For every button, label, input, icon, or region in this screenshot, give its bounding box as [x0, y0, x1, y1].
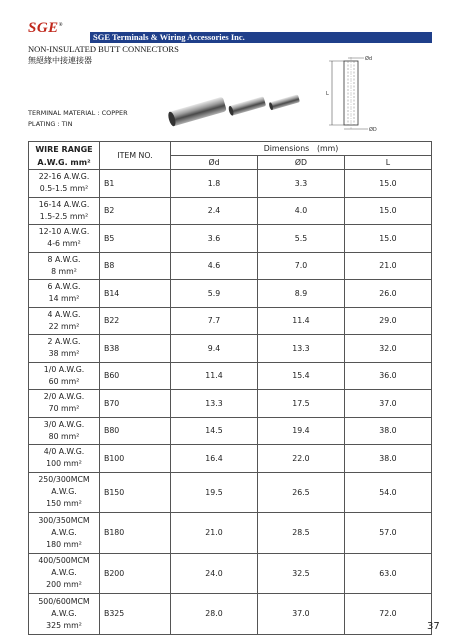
dim-D-cell: 22.0	[257, 445, 344, 473]
dim-L-cell: 26.0	[344, 280, 431, 308]
table-row	[29, 417, 432, 445]
wire-range-line: 4/0 A.W.G.	[43, 447, 85, 457]
dimension-drawing	[318, 55, 418, 135]
drawing-label-od: ØD	[369, 127, 377, 133]
logo-text: SGE	[28, 20, 59, 36]
dim-L-cell: 57.0	[344, 513, 431, 554]
wire-range-line: 300/350MCM	[38, 515, 90, 525]
dim-L-cell: 63.0	[344, 553, 431, 594]
wire-range-line: 200 mm²	[46, 580, 82, 590]
wire-range-line: 400/500MCM	[38, 556, 90, 566]
wire-range-line: A.W.G.	[51, 608, 77, 618]
dim-d-cell: 21.0	[171, 513, 258, 554]
wire-range-line: 150 mm²	[46, 499, 82, 509]
item-no-cell: B2	[100, 197, 171, 225]
dim-d-cell: 24.0	[171, 553, 258, 594]
wire-range-line: 38 mm²	[48, 349, 80, 359]
dim-L-cell: 37.0	[344, 390, 431, 418]
dim-D-cell: 11.4	[257, 307, 344, 335]
wire-range-line: A.W.G.	[51, 487, 77, 497]
drawing-label-id: Ød	[365, 56, 373, 62]
table-row	[29, 280, 432, 308]
wire-range-line: 16-14 A.W.G.	[38, 199, 90, 209]
item-no-cell: B325	[100, 594, 171, 635]
terminal-material: TERMINAL MATERIAL : COPPER	[28, 109, 128, 117]
dim-L-cell: 21.0	[344, 252, 431, 280]
dim-d-cell: 9.4	[171, 335, 258, 363]
dim-D-cell: 32.5	[257, 553, 344, 594]
wire-range-cell	[29, 280, 100, 308]
dim-L-cell: 38.0	[344, 417, 431, 445]
item-no-cell: B180	[100, 513, 171, 554]
table-row	[29, 335, 432, 363]
dim-d-cell: 14.5	[171, 417, 258, 445]
dim-L-cell: 38.0	[344, 445, 431, 473]
wire-range-cell	[29, 417, 100, 445]
table-row	[29, 390, 432, 418]
col-header-D: ØD	[257, 156, 344, 170]
item-no-cell: B38	[100, 335, 171, 363]
wire-range-line: 60 mm²	[48, 376, 80, 386]
dim-d-cell: 2.4	[171, 197, 258, 225]
dim-D-cell: 17.5	[257, 390, 344, 418]
wire-range-cell	[29, 225, 100, 253]
wire-range-cell	[29, 594, 100, 635]
dim-L-cell: 36.0	[344, 362, 431, 390]
col-header-d: Ød	[171, 156, 258, 170]
wire-range-line: 2/0 A.W.G.	[43, 392, 85, 402]
dim-D-cell: 37.0	[257, 594, 344, 635]
dim-L-cell: 15.0	[344, 170, 431, 198]
dim-d-cell: 11.4	[171, 362, 258, 390]
page-subtitle-cn: 無絕緣中接連接器	[28, 56, 92, 65]
wire-range-line: 6 A.W.G.	[47, 282, 81, 292]
table-row	[29, 225, 432, 253]
item-no-cell: B70	[100, 390, 171, 418]
dim-D-cell: 15.4	[257, 362, 344, 390]
dim-L-cell: 15.0	[344, 225, 431, 253]
dim-d-cell: 19.5	[171, 472, 258, 513]
wire-range-cell	[29, 335, 100, 363]
wire-range-line: 0.5-1.5 mm²	[39, 184, 89, 194]
dim-d-cell: 1.8	[171, 170, 258, 198]
page-title: NON-INSULATED BUTT CONNECTORS	[28, 44, 179, 54]
drawing-label-length: L	[326, 91, 329, 97]
dim-D-cell: 26.5	[257, 472, 344, 513]
dim-L-cell: 72.0	[344, 594, 431, 635]
dim-D-cell: 28.5	[257, 513, 344, 554]
table-row	[29, 553, 432, 594]
dim-d-cell: 7.7	[171, 307, 258, 335]
dim-D-cell: 19.4	[257, 417, 344, 445]
page-number: 37	[427, 621, 440, 632]
item-no-cell: B1	[100, 170, 171, 198]
wire-range-line: 22 mm²	[48, 321, 80, 331]
item-no-cell: B80	[100, 417, 171, 445]
table-row	[29, 513, 432, 554]
wire-range-line: 1/0 A.W.G.	[43, 364, 85, 374]
wire-range-header-l1: WIRE RANGE	[35, 144, 93, 154]
wire-range-cell	[29, 390, 100, 418]
brand-logo	[28, 20, 63, 37]
wire-range-line: 180 mm²	[46, 539, 82, 549]
wire-range-cell	[29, 472, 100, 513]
wire-range-line: 500/600MCM	[38, 596, 90, 606]
wire-range-line: 80 mm²	[48, 431, 80, 441]
wire-range-cell	[29, 307, 100, 335]
item-no-cell: B22	[100, 307, 171, 335]
table-row	[29, 307, 432, 335]
table-row	[29, 594, 432, 635]
plating: PLATING : TIN	[28, 120, 73, 128]
wire-range-line: 12-10 A.W.G.	[38, 227, 90, 237]
wire-range-line: 8 mm²	[51, 266, 77, 276]
wire-range-cell	[29, 170, 100, 198]
dim-D-cell: 13.3	[257, 335, 344, 363]
item-no-cell: B100	[100, 445, 171, 473]
table-row	[29, 472, 432, 513]
spec-table-body	[29, 170, 432, 635]
table-row	[29, 252, 432, 280]
dim-L-cell: 54.0	[344, 472, 431, 513]
wire-range-header-l2: A.W.G. mm²	[37, 157, 91, 167]
table-row	[29, 170, 432, 198]
item-no-cell: B14	[100, 280, 171, 308]
dim-D-cell: 4.0	[257, 197, 344, 225]
dim-D-cell: 3.3	[257, 170, 344, 198]
wire-range-cell	[29, 197, 100, 225]
wire-range-cell	[29, 445, 100, 473]
wire-range-line: 2 A.W.G.	[47, 337, 81, 347]
wire-range-line: 70 mm²	[48, 404, 80, 414]
dimensions-header: Dimensions (mm)	[171, 142, 432, 156]
item-no-header: ITEM NO.	[100, 142, 171, 170]
wire-range-line: A.W.G.	[51, 568, 77, 578]
wire-range-line: 325 mm²	[46, 620, 82, 630]
wire-range-line: 8 A.W.G.	[47, 254, 81, 264]
dim-d-cell: 16.4	[171, 445, 258, 473]
connector-photo	[168, 88, 308, 128]
wire-range-line: 100 mm²	[46, 459, 82, 469]
wire-range-line: 250/300MCM	[38, 475, 90, 485]
dim-L-cell: 32.0	[344, 335, 431, 363]
table-row	[29, 197, 432, 225]
company-banner: SGE Terminals & Wiring Accessories Inc.	[90, 32, 432, 43]
dim-d-cell: 4.6	[171, 252, 258, 280]
wire-range-line: 4 A.W.G.	[47, 309, 81, 319]
wire-range-cell	[29, 362, 100, 390]
dim-L-cell: 29.0	[344, 307, 431, 335]
wire-range-line: 22-16 A.W.G.	[38, 172, 90, 182]
dim-d-cell: 13.3	[171, 390, 258, 418]
item-no-cell: B150	[100, 472, 171, 513]
dim-D-cell: 7.0	[257, 252, 344, 280]
wire-range-line: 14 mm²	[48, 294, 80, 304]
dim-L-cell: 15.0	[344, 197, 431, 225]
wire-range-line: 4-6 mm²	[47, 239, 81, 249]
dim-D-cell: 8.9	[257, 280, 344, 308]
wire-range-line: 1.5-2.5 mm²	[39, 211, 89, 221]
table-row	[29, 362, 432, 390]
wire-range-cell	[29, 553, 100, 594]
wire-range-line: A.W.G.	[51, 527, 77, 537]
spec-table	[28, 141, 432, 635]
logo-mark: ®	[58, 23, 63, 28]
dim-d-cell: 28.0	[171, 594, 258, 635]
item-no-cell: B5	[100, 225, 171, 253]
item-no-cell: B200	[100, 553, 171, 594]
dim-D-cell: 5.5	[257, 225, 344, 253]
item-no-cell: B60	[100, 362, 171, 390]
wire-range-cell	[29, 513, 100, 554]
wire-range-cell	[29, 252, 100, 280]
col-header-L: L	[344, 156, 431, 170]
dim-d-cell: 5.9	[171, 280, 258, 308]
item-no-cell: B8	[100, 252, 171, 280]
table-row	[29, 445, 432, 473]
dim-d-cell: 3.6	[171, 225, 258, 253]
wire-range-header	[29, 142, 100, 170]
wire-range-line: 3/0 A.W.G.	[43, 419, 85, 429]
